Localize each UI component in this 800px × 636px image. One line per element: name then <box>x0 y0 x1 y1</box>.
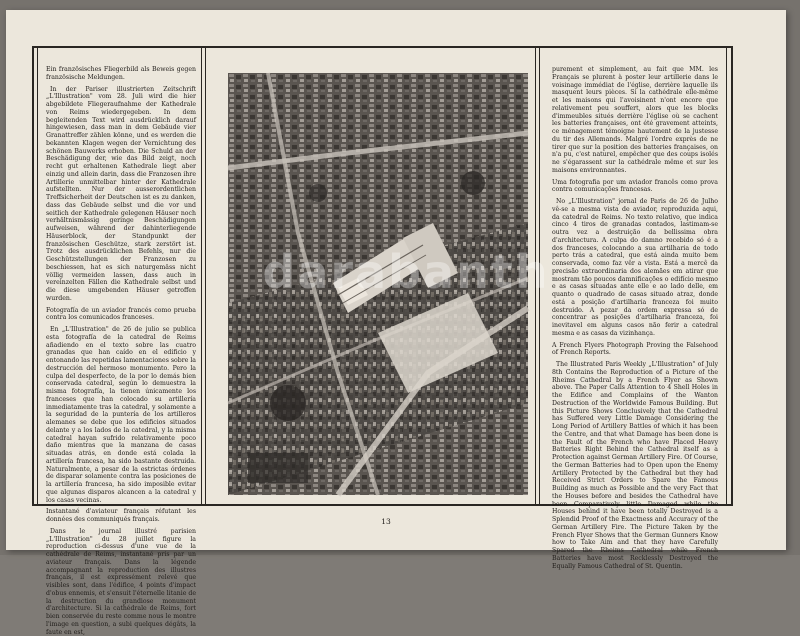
column-rule-2 <box>205 46 206 506</box>
right-heading-portuguese: Uma fotografia por um aviador francês como prova contra comunicações francesas. <box>552 178 718 194</box>
right-heading-english: A French Flyers Photograph Proving the Falsehood of French Reports. <box>552 341 718 357</box>
left-paragraph-german: In der Pariser illustrierten Zeitschrift „L'Illustration" vom 28. Juli wird die hier abgebildete Fliegeraufnahme der Kathedrale von Reims wiedergegeben. In dem begleitenden Text wird ausdrücklich darauf hingewiesen, dass man in dem Gebäude vier Granattreffer zählen könne, und es werden die bekannten Klagen wegen der Vernichtung des schönen Bauwerks erhoben. Die Schuld an der Beschädigung der, wie das Bild zeigt, noch recht gut erhaltenen Kathedrale liegt aber einzig und allein darin, dass die Franzosen ihre Artillerie unmittelbar hinter der Kathedrale aufstellten. Nur der ausserordentlichen Treffsicherheit der Deutschen ist es zu danken, dass das Gebäude selbst und die vor und seitlich der Kathedrale gelegenen Häuser noch verhältnismässig geringe Beschädigungen aufweisen, während der dahinterliegende Häuserblock, der Standpunkt der französischen Geschütze, stark zerstört ist. Trotz des ausdrücklichen Befehls, nur die Geschützstellungen der Franzosen zu beschiessen, hat es sich naturgemäss nicht völlig vermeiden lassen, dass auch in vereinzelten Fällen die Kathedrale selbst und die diese umgebenden Häuser getroffen wurden. <box>46 85 196 302</box>
left-heading-french: Instantané d'aviateur français réfutant les données des communiqués français. <box>46 508 196 523</box>
frame-rule-left-inner <box>37 46 38 506</box>
left-text-column <box>46 66 196 636</box>
right-text-column <box>552 66 718 570</box>
frame-rule-left-outer <box>32 46 34 506</box>
left-paragraph-french: Dans le journal illustré parisien „L'Illustration" du 28 juillet figure la reproduction ci-dessus d'une vue de la cathédrale de Reims, instantané pris par un aviateur français. Dans la légende accompagnant la reproduction des illustres français, il est expressément relevé que visibles sont, dans l'édifice, 4 points d'impact d'obus ennemis, et s'ensuit l'éternelle litanie de la destruction du grandiose monument d'architecture. Si la cathédrale de Reims, fort bien conservée du reste comme nous le montre l'image en question, a subi quelques dégâts, la faute en est, <box>46 527 196 636</box>
page-number: 13 <box>381 517 391 526</box>
column-rule-1 <box>201 46 202 506</box>
column-rule-3 <box>535 46 536 506</box>
right-paragraph-portuguese: No „L'Illustration" jornal de Paris de 26 de Julho vê-se a mesma vista de aviador, reproduzida aqui, da catedral de Reims. No texto relativo, que indica cinco 4 tiros de granadas contados, lastimam-se outra vez a destruição da bellissima obra d'architectura. A culpa do damno recebido só é a dos franceses, colocando a sua artilharia de todo perto trás a catedral, que está ainda muito bem conservada, como faz vêr a vista. Está a mercê da precisão extraordinaria dos alemães em atirar que mostram tão poucos damnificações o edifício mesmo e as casas situadas ante elle e ao lado delle, em quanto o quadrado de casas situado atraz, donde está a posição d'artilharia franceza foi muito destruido. A pezar da ordem expressa só de concentrar as posições d'artilharia franceza, foi inevitavel em alguns casos não ferir a catedral mesma e as casas da vizinhança. <box>552 198 718 337</box>
right-paragraph-english: The Illustrated Paris Weekly „L'Illustration" of July 8th Contains the Reproduction of a Picture of the Rheims Cathedral by a French Flyer as Shown above. The Paper Calls Attention to 4 Shell Holes in the Edifice and Complains of the Wanton Destruction of the Worldwide Famous Building. But this Picture Shows Conclusively that the Cathedral has Suffered very Little Damage Considering the Long Period of Artillery Battles of which it has been the Centre, and that what Damage has been done is the Fault of the French who have Placed Heavy Batteries Right Behind the Cathedral itself as a Protection against German Artillery Fire. Of Course, the German Batteries had to Open upon the Enemy Artillery Protected by the Cathedral but they had Received Strict Orders to Spare the Famous Building as much as Possible and the very Fact that the Houses before and besides the Cathedral have been Comparatively little Damaged while the Houses behind it have been totally Destroyed is a Splendid Proof of the Exactness and Accuracy of the German Artillery Fire. The Picture Taken by the French Flyer Shows that the German Gunners Know how to Take Aim and that they have Carefully Spared the Rheims Cathedral while French Batteries have most Recklessly Destroyed the Equally Famous Cathedral of St. Quentin. <box>552 361 718 570</box>
left-heading-german: Ein französisches Fliegerbild als Beweis gegen französische Meldungen. <box>46 66 196 81</box>
book-page <box>6 10 786 636</box>
frame-rule-right-inner <box>726 46 727 506</box>
left-heading-spanish: Fotografía de un aviador francés como prueba contra los comunicados franceses. <box>46 306 196 322</box>
watermark: darabanth <box>262 245 550 299</box>
frame-rule-right-outer <box>731 46 733 506</box>
aerial-photo-reims <box>228 73 528 495</box>
frame-rule-top <box>32 46 732 48</box>
column-rule-4 <box>539 46 540 506</box>
right-paragraph-french-cont: purement et simplement, au fait que MM. les Français se plurent à poster leur artillerie dans le voisinage immédiat de l'église, derrière laquelle ils masquent leurs pièces. Si la cathédrale elle-même et les maisons qui l'avoisinent n'ont encore que relativement peu souffert, alors que les blocks d'immeubles situés derrière l'église où se cachent les batteries françaises, ont été gravement atteints, ce ménagement témoigne hautement de la justesse du tir des Allemands. Malgré l'ordre exprès de ne tirer que sur la position des batteries françaises, on n'a pu, c'est naturel, empêcher que des coups isolés ne s'égarassent sur la cathédrale même et sur les maisons environnantes. <box>552 66 718 174</box>
left-paragraph-spanish: En „L'Illustration" de 26 de julio se publica esta fotografía de la catedral de Reims añadiendo en el texto sobre las cuatro granadas que han caído en el edificio y entonando las repetidas lamentaciones sobre la destrucción del hermoso monumento. Pero la culpa del desperfecto, de la por lo demás bien conservada catedral, según lo demuestra la misma fotografía, la tienen únicamente los franceses que han colocado su artillería inmediatamente tras la catedral, y solamente a la seguridad de la puntería de los artilleros alemanes se debe que los edificios situados delante y a los lados de la catedral, y la misma catedral hayan sufrido relativamente poco daño mientras que la manzana de casas situadas atrás, en donde está colada la artillería francesa, ha sido bastante destruida. Naturalmente, a pesar de la estrictas órdenes de disparar solamente contra las posiciones de la artillería francesa, ha sido imposible evitar que algunas disparos alcancen a la catedral y los casas vecinas. <box>46 326 196 504</box>
aerial-photo-graphic <box>228 73 528 495</box>
